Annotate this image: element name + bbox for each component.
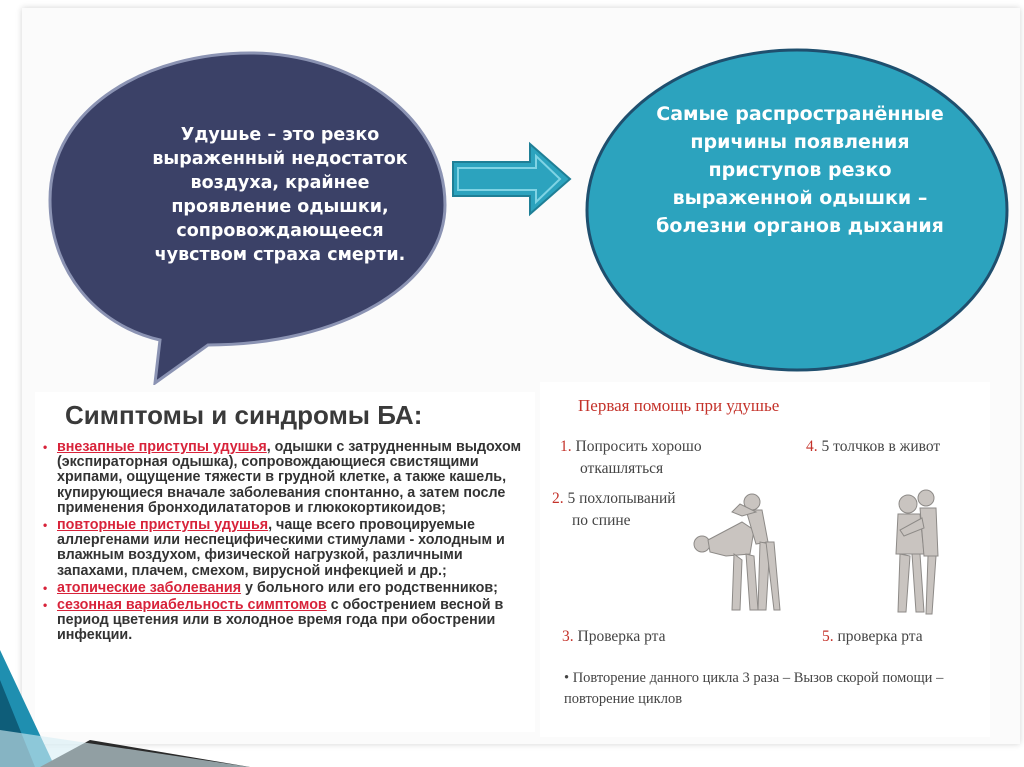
symptom-item bbox=[43, 518, 533, 579]
first-aid-panel bbox=[540, 382, 990, 737]
symptom-highlight: внезапные приступы удушья bbox=[57, 439, 267, 455]
back-blows-figure bbox=[680, 482, 790, 622]
symptom-item bbox=[43, 598, 533, 644]
symptom-text: , одышки с затрудненным выдохом (экспираторная одышка), сопровождающиеся свистящими хрипами, ощущение тяжести в грудной клетке, а также кашель, купирующиеся вначале заболевания спонтанно, а затем после применения бронходилататоров и глюкокортикоидов; bbox=[57, 439, 522, 516]
symptom-text: с обострением весной в период цветения или в холодное время года при обострении инфекции. bbox=[57, 597, 504, 644]
symptom-highlight: повторные приступы удушья bbox=[57, 517, 269, 534]
abdominal-thrust-figure bbox=[870, 482, 960, 622]
step-3: 3. Проверка рта bbox=[562, 628, 666, 645]
causes-bubble bbox=[575, 44, 1015, 384]
causes-text: Самые распространённые причины появления приступов резко выраженной одышки – болезни органов дыхания bbox=[656, 103, 944, 237]
symptom-item bbox=[43, 440, 533, 516]
step-1: 1. Попросить хорошо откашляться bbox=[560, 438, 702, 477]
bullet-icon: • bbox=[43, 598, 48, 613]
first-aid-note: • Повторение данного цикла 3 раза – Вызов скорой помощи – повторение циклов bbox=[564, 670, 944, 707]
definition-bubble bbox=[40, 45, 460, 385]
symptom-text: у больного или его родственников; bbox=[241, 579, 498, 596]
arrow-right-icon bbox=[450, 140, 575, 218]
symptom-text: , чаще всего провоцируемые аллергенами или неспецифическими стимулами - холодным и влажным воздухом, физической нагрузкой, различными запахами, плачем, смехом, вирусной инфекцией и др.; bbox=[57, 517, 505, 579]
symptom-highlight: атопические заболевания bbox=[57, 579, 242, 596]
step-5: 5. проверка рта bbox=[822, 628, 923, 645]
symptom-item bbox=[43, 581, 533, 596]
bullet-icon: • bbox=[43, 518, 48, 533]
symptoms-list bbox=[43, 440, 533, 646]
bullet-icon: • bbox=[43, 580, 48, 595]
bullet-icon: • bbox=[43, 440, 48, 454]
symptom-highlight: сезонная вариабельность симптомов bbox=[57, 597, 327, 614]
first-aid-title: Первая помощь при удушье bbox=[578, 396, 780, 415]
definition-text: Удушье – это резко выраженный недостаток воздуха, крайнее проявление одышки, сопровождающееся чувством страха смерти. bbox=[152, 125, 408, 265]
symptoms-title: Симптомы и синдромы БА: bbox=[65, 400, 423, 430]
step-2: 2. 5 похлопываний по спине bbox=[552, 490, 676, 529]
decorative-accent bbox=[0, 640, 250, 767]
step-4: 4. 5 толчков в живот bbox=[806, 438, 941, 455]
